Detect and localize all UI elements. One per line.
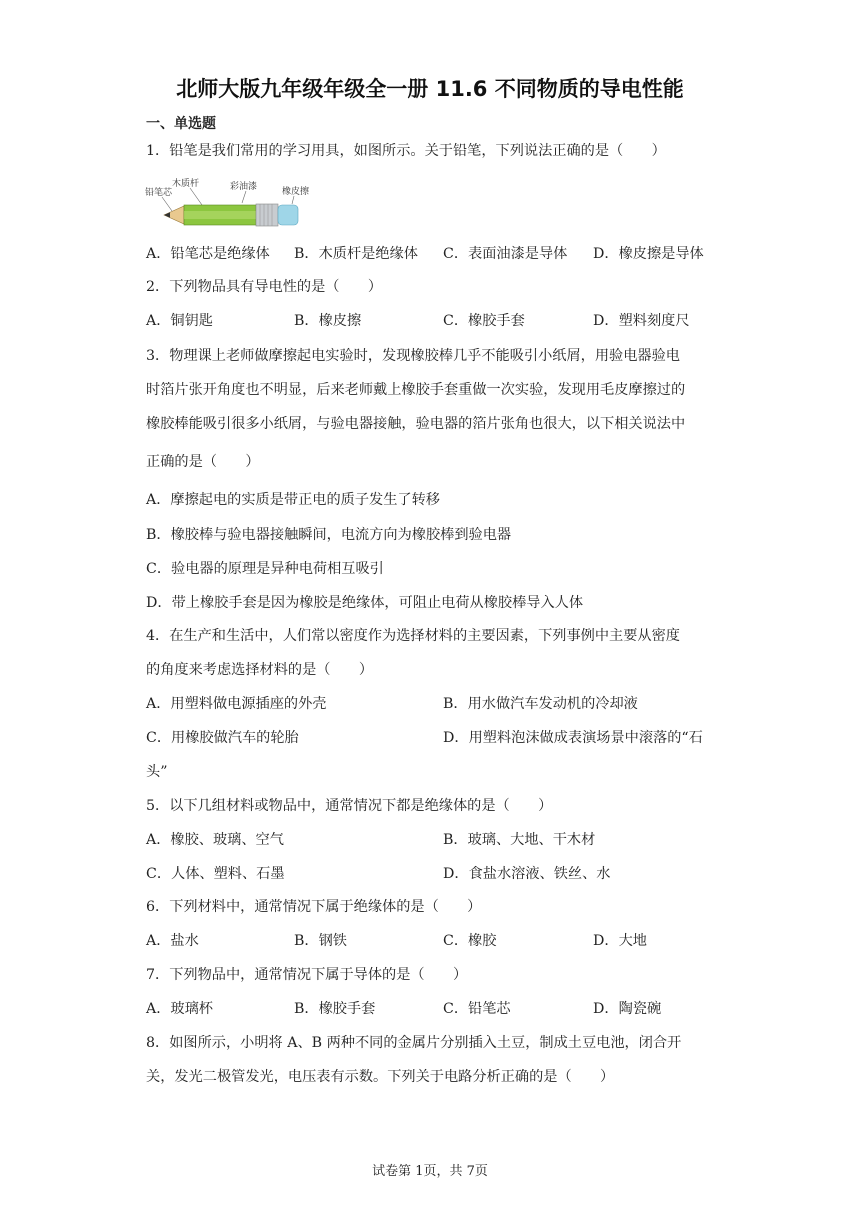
figure-label-lead: 铅笔芯 [145, 188, 173, 198]
question-3-line-2: 时箔片张开角度也不明显，后来老师戴上橡胶手套重做一次实验，发现用毛皮摩擦过的 [146, 382, 686, 398]
page-footer: 试卷第 1页，共 7页 [372, 1164, 488, 1179]
q1-option-b[interactable]: B．木质杆是绝缘体 [294, 246, 418, 262]
q1-option-c[interactable]: C．表面油漆是导体 [443, 246, 568, 262]
q2-option-a[interactable]: A．铜钥匙 [146, 313, 213, 329]
q6-option-c[interactable]: C．橡胶 [443, 933, 497, 949]
question-3-line-3: 橡胶棒能吸引很多小纸屑，与验电器接触，验电器的箔片张角也很大，以下相关说法中 [146, 416, 686, 432]
q3-option-d[interactable]: D．带上橡胶手套是因为橡胶是绝缘体，可阻止电荷从橡胶棒导入人体 [146, 595, 584, 611]
q2-option-c[interactable]: C．橡胶手套 [443, 313, 525, 329]
q1-option-d[interactable]: D．橡皮擦是导体 [593, 246, 704, 262]
q4-option-b[interactable]: B．用水做汽车发动机的冷却液 [443, 696, 638, 712]
q4-option-a[interactable]: A．用塑料做电源插座的外壳 [146, 696, 327, 712]
q6-option-b[interactable]: B．钢铁 [294, 933, 347, 949]
question-3-line-4: 正确的是（ ） [146, 454, 260, 470]
q4-option-d[interactable]: D．用塑料泡沫做成表演场景中滚落的“石 [443, 730, 703, 746]
q7-option-d[interactable]: D．陶瓷碗 [593, 1001, 662, 1017]
section-heading: 一、单选题 [146, 116, 216, 132]
q2-option-d[interactable]: D．塑料刻度尺 [593, 313, 690, 329]
question-6-stem: 6．下列材料中，通常情况下属于绝缘体的是（ ） [146, 899, 482, 915]
q1-option-a[interactable]: A．铅笔芯是绝缘体 [146, 246, 270, 262]
q7-option-a[interactable]: A．玻璃杯 [146, 1001, 213, 1017]
q7-option-c[interactable]: C．铅笔芯 [443, 1001, 511, 1017]
q4-option-d-continuation: 头” [146, 764, 168, 780]
question-1-stem: 1．铅笔是我们常用的学习用具，如图所示。关于铅笔，下列说法正确的是（ ） [146, 143, 666, 159]
q3-option-a[interactable]: A．摩擦起电的实质是带正电的质子发生了转移 [146, 492, 440, 508]
figure-label-eraser: 橡皮擦 [282, 187, 310, 197]
question-4-line-1: 4．在生产和生活中，人们常以密度作为选择材料的主要因素，下列事例中主要从密度 [146, 628, 680, 644]
q5-option-a[interactable]: A．橡胶、玻璃、空气 [146, 832, 284, 848]
figure-label-wood: 木质杆 [172, 179, 200, 189]
figure-label-paint: 彩油漆 [230, 182, 258, 192]
q3-option-c[interactable]: C．验电器的原理是异种电荷相互吸引 [146, 561, 384, 577]
question-5-stem: 5．以下几组材料或物品中，通常情况下都是绝缘体的是（ ） [146, 798, 553, 814]
q4-option-c[interactable]: C．用橡胶做汽车的轮胎 [146, 730, 299, 746]
q3-option-b[interactable]: B．橡胶棒与验电器接触瞬间，电流方向为橡胶棒到验电器 [146, 527, 512, 543]
question-8-line-1: 8．如图所示，小明将 A、B 两种不同的金属片分别插入土豆，制成土豆电池，闭合开 [146, 1035, 682, 1051]
q5-option-c[interactable]: C．人体、塑料、石墨 [146, 866, 285, 882]
q5-option-d[interactable]: D．食盐水溶液、铁丝、水 [443, 866, 611, 882]
question-2-stem: 2．下列物品具有导电性的是（ ） [146, 279, 383, 295]
q5-option-b[interactable]: B．玻璃、大地、干木材 [443, 832, 596, 848]
q6-option-a[interactable]: A．盐水 [146, 933, 199, 949]
q2-option-b[interactable]: B．橡皮擦 [294, 313, 362, 329]
question-8-line-2: 关，发光二极管发光，电压表有示数。下列关于电路分析正确的是（ ） [146, 1069, 615, 1085]
q6-option-d[interactable]: D．大地 [593, 933, 647, 949]
q7-option-b[interactable]: B．橡胶手套 [294, 1001, 376, 1017]
page-title: 北师大版九年级年级全一册 11.6 不同物质的导电性能 [176, 77, 684, 101]
question-3-line-1: 3．物理课上老师做摩擦起电实验时，发现橡胶棒几乎不能吸引小纸屑，用验电器验电 [146, 348, 680, 364]
question-7-stem: 7．下列物品中，通常情况下属于导体的是（ ） [146, 967, 468, 983]
question-4-line-2: 的角度来考虑选择材料的是（ ） [146, 662, 374, 678]
pencil-figure [142, 175, 327, 231]
